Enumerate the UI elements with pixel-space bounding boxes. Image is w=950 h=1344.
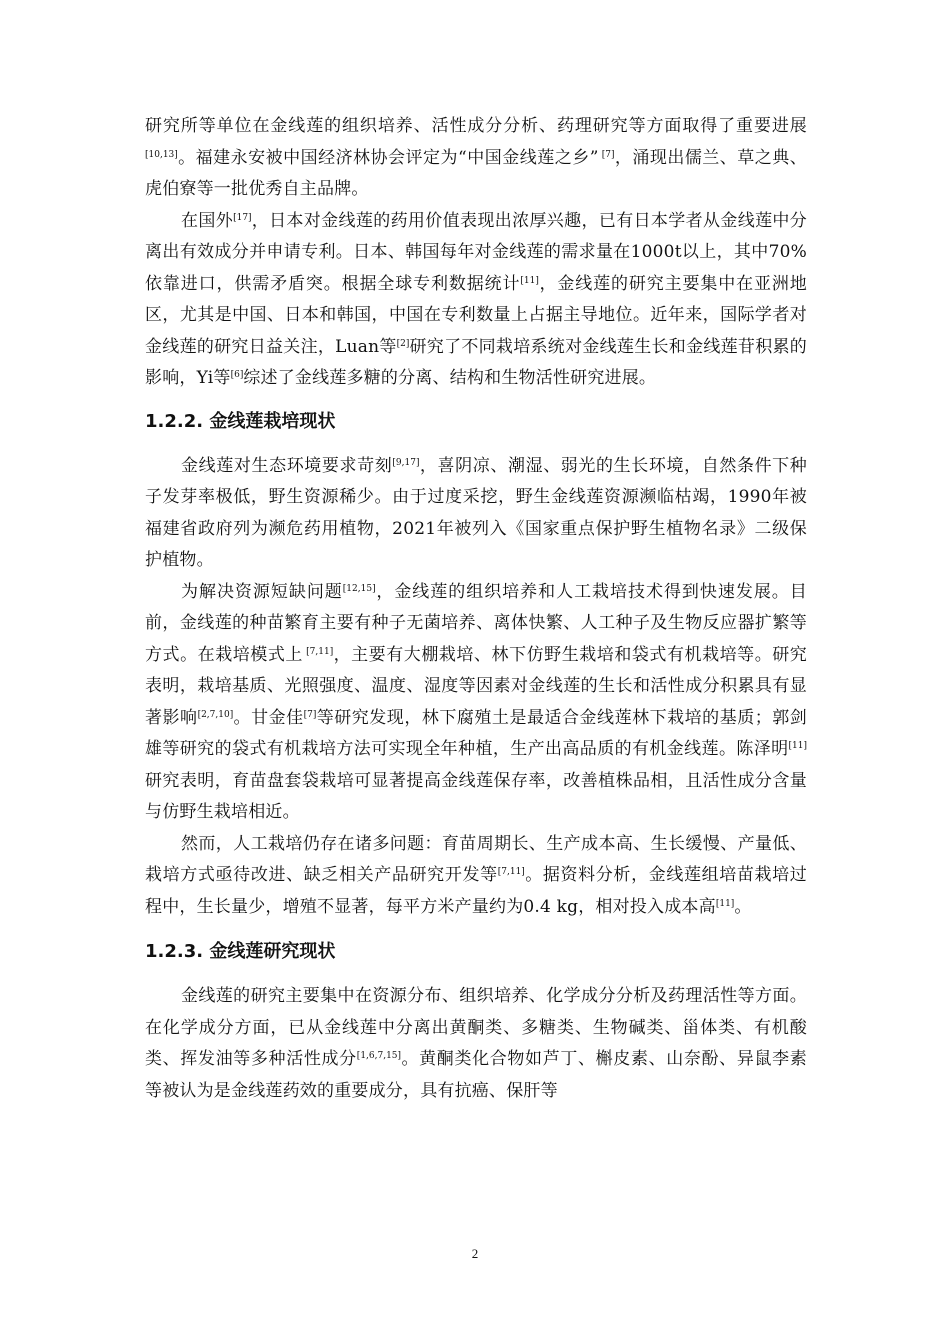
paragraph-cultivation-tech [145,577,807,829]
paragraph-ecology [145,451,807,577]
text-run: ，主要有大棚栽培、林下仿野生栽培和袋式有机栽培等。研究表明，栽培基质、光照强度、温度、湿度等因素对金线莲的生长和活性成分积累具有显著影响 [145,644,808,728]
text-run: 综述了金线莲多糖的分离、结构和生物活性研究进展。 [243,368,657,388]
citation: [7,11] [497,867,525,877]
paragraph-research-status [145,981,807,1107]
text-run: ，金线莲的组织培养和人工栽培技术得到快速发展。目前，金线莲的种苗繁育主要有种子无菌培养、离体快繁、人工种子及生物反应器扩繁等方式。在栽培模式上 [145,581,807,665]
text-run: 金线莲对生态环境要求苛刻 [181,455,393,476]
text-run: 等研究发现，林下腐殖土是最适合金线莲林下栽培的基质；郭剑雄等研究的袋式有机栽培方法可实现全年种植，生产出高品质的有机金线莲。陈泽明 [145,707,807,759]
text-run: 研究表明，育苗盘套袋栽培可显著提高金线莲保存率，改善植株品相，且活性成分含量与仿野生栽培相近。 [145,770,807,822]
text-run: 。甘金佳 [233,707,304,728]
citation: [12,15] [342,583,376,594]
citation: [6] [230,370,244,380]
text-run: 。据资料分析，金线莲组培苗栽培过程中，生长量少，增殖不显著，每平方米产量约为0.4 kg，相对投入成本高 [145,865,807,917]
paragraph-problems [145,829,807,924]
text-run: 。福建永安被中国经济林协会评定为“中国金线莲之乡” [177,147,599,168]
paragraph-foreign-research [145,206,807,395]
text-run: ，金线莲的研究主要集中在亚洲地区，尤其是中国、日本和韩国，中国在专利数量上占据主导地位。近年来，国际学者对金线莲的研究日益关注，Luan等 [145,273,808,357]
text-run: 。 [734,896,752,917]
citation: [7] [598,149,615,160]
text-run: ，日本对金线莲的药用价值表现出浓厚兴趣，已有日本学者从金线莲中分离出有效成分并申请专利。日本、韩国每年对金线莲的需求量在1000t以上，其中70%依靠进口，供需矛盾突。根据全球专利数据统计 [145,210,807,294]
text-run: 。黄酮类化合物如芦丁、槲皮素、山奈酚、异鼠李素等被认为是金线莲药效的重要成分，具有抗癌、保肝等 [145,1049,807,1101]
section-heading-research: 1.2.3. 金线莲研究现状 [145,941,336,962]
citation: [11] [715,898,735,909]
citation: [2,7,10] [197,709,234,720]
citation: [9,17] [392,457,420,468]
text-run: ，涌现出儒兰、草之典、虎伯寮等一批优秀自主品牌。 [145,147,807,199]
citation: [11] [788,741,807,751]
text-run: 为解决资源短缺问题 [181,581,343,602]
page-number: 2 [471,1246,479,1261]
text-run: 然而，人工栽培仍存在诸多问题：育苗周期长、生产成本高、生长缓慢、产量低、栽培方式亟待改进、缺乏相关产品研究开发等 [145,833,807,885]
citation: [17] [233,212,252,223]
document-body [145,111,807,1107]
text-run: 金线莲的研究主要集中在资源分布、组织培养、化学成分分析及药理活性等方面。在化学成分方面，已从金线莲中分离出黄酮类、多糖类、生物碱类、甾体类、有机酸类、挥发油等多种活性成分 [145,986,807,1069]
section-heading-cultivation: 1.2.2. 金线莲栽培现状 [145,410,336,432]
citation: [2] [396,338,410,349]
citation: [11] [520,275,539,286]
text-run: ，喜阴凉、潮湿、弱光的生长环境，自然条件下种子发芽率极低，野生资源稀少。由于过度采挖，野生金线莲资源濒临枯竭，1990年被福建省政府列为濒危药用植物，2021年被列入《国家重点保护野生植物名录》二级保护植物。 [145,455,807,570]
citation: [1,6,7,15] [356,1051,402,1061]
text-run: 研究所等单位在金线莲的组织培养、活性成分分析、药理研究等方面取得了重要进展 [145,116,807,136]
citation: [7] [303,709,317,720]
text-run: 在国外 [181,210,234,231]
text-run: 研究了不同栽培系统对金线莲生长和金线莲苷积累的影响，Yi等 [145,336,807,388]
paragraph-domestic-research [145,111,807,206]
citation: [7,11] [302,646,334,657]
citation: [10,13] [145,149,178,160]
